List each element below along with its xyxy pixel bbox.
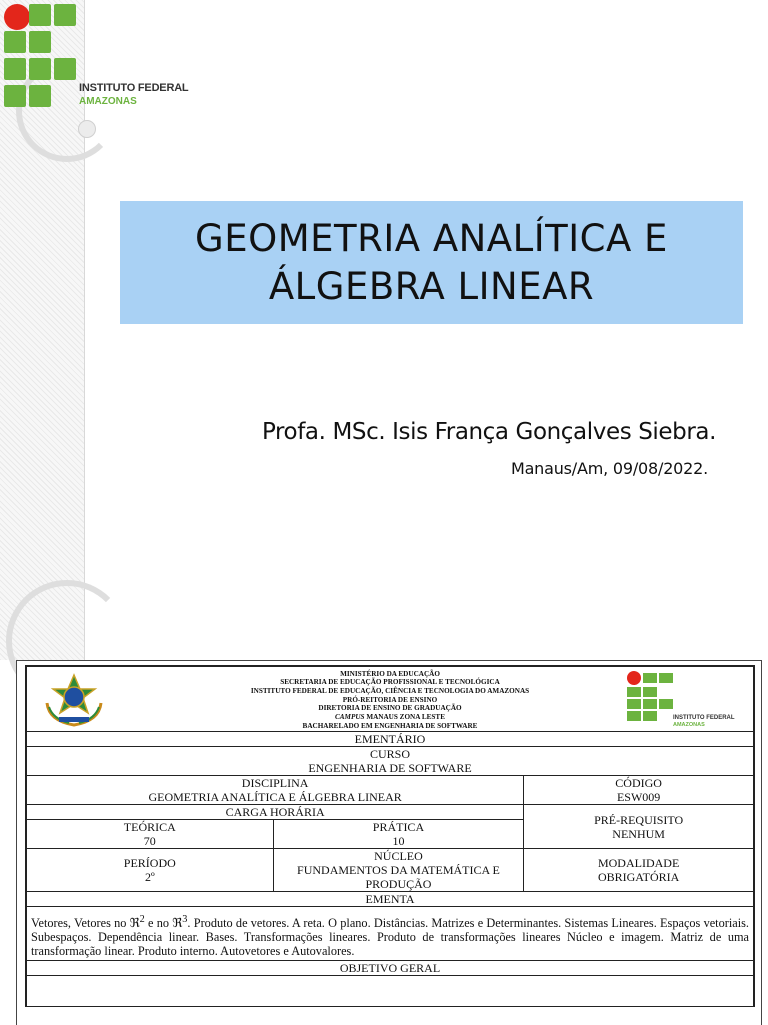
curso-value: ENGENHARIA DE SOFTWARE bbox=[308, 761, 472, 775]
codigo-cell bbox=[524, 776, 754, 805]
teorica-value: 70 bbox=[143, 834, 156, 848]
header-line: MINISTÉRIO DA EDUCAÇÃO bbox=[340, 669, 440, 678]
teorica-label: TEÓRICA bbox=[123, 820, 176, 834]
teorica-cell bbox=[27, 820, 274, 849]
nucleo-cell bbox=[273, 849, 524, 892]
ementario-heading: EMENTÁRIO bbox=[27, 732, 754, 747]
prerequisito-label: PRÉ-REQUISITO bbox=[594, 812, 684, 827]
header-line-campus: CAMPUS MANAUS ZONA LESTE bbox=[334, 713, 446, 722]
header-line: SECRETARIA DE EDUCAÇÃO PROFISSIONAL E TECNOLÓGICA bbox=[280, 678, 500, 687]
institution-logo bbox=[2, 2, 82, 110]
logo-text-institution: INSTITUTO FEDERAL bbox=[79, 82, 189, 94]
periodo-cell bbox=[27, 849, 274, 892]
pratica-cell bbox=[273, 820, 524, 849]
syllabus-document bbox=[16, 660, 762, 1025]
document-header bbox=[27, 667, 754, 732]
nucleo-label: NÚCLEO bbox=[374, 849, 423, 863]
logo-text-state: AMAZONAS bbox=[79, 96, 137, 107]
modalidade-value: OBRIGATÓRIA bbox=[597, 870, 680, 884]
curso-cell bbox=[27, 747, 754, 776]
header-line: PRÓ-REITORIA DE ENSINO bbox=[342, 695, 438, 704]
syllabus-table bbox=[26, 666, 754, 1007]
objetivo-geral-body bbox=[27, 976, 754, 1007]
periodo-label: PERÍODO bbox=[123, 856, 176, 870]
pratica-value: 10 bbox=[392, 834, 405, 848]
header-line: INSTITUTO FEDERAL DE EDUCAÇÃO, CIÊNCIA E TECNOLOGIA DO AMAZONAS bbox=[250, 686, 530, 695]
header-line: BACHARELADO EM ENGENHARIA DE SOFTWARE bbox=[302, 721, 478, 730]
decorative-dot bbox=[78, 120, 96, 138]
header-line: DIRETORIA DE ENSINO DE GRADUAÇÃO bbox=[318, 704, 462, 713]
disciplina-label: DISCIPLINA bbox=[241, 776, 309, 790]
logo-red-circle bbox=[4, 4, 30, 30]
nucleo-value: FUNDAMENTOS DA MATEMÁTICA E PRODUÇÃO bbox=[297, 863, 500, 891]
mini-logo-text: INSTITUTO FEDERAL bbox=[673, 715, 735, 721]
codigo-label: CÓDIGO bbox=[615, 776, 662, 790]
ementa-body: Vetores, Vetores no ℜ$^2$ e no ℜ$^3$. Produto de vetores. A reta. O plano. Distâncias. Matrizes e Determinantes. Sistemas Lineares. Espaços vetoriais. Subespaços. Dependência linear. Bases. Transformações lineares. Produto de transformações lineares Núcleo e imagem. Matriz de uma transformação linear. Produto interno. Autovetores e Autovalores. bbox=[27, 907, 754, 961]
slide-title-line2: ÁLGEBRA LINEAR bbox=[268, 264, 595, 308]
ementa-heading: EMENTA bbox=[27, 892, 754, 907]
codigo-value: ESW009 bbox=[616, 790, 661, 804]
pratica-label: PRÁTICA bbox=[372, 820, 425, 834]
author-name: Profa. MSc. Isis França Gonçalves Siebra. bbox=[261, 419, 716, 445]
slide-title-line1: GEOMETRIA ANALÍTICA E bbox=[195, 216, 668, 260]
prerequisito-value: NENHUM bbox=[612, 826, 665, 841]
slide-title-box bbox=[120, 201, 743, 324]
slide-title bbox=[195, 215, 668, 311]
carga-horaria-heading: CARGA HORÁRIA bbox=[27, 805, 524, 820]
periodo-value: 2º bbox=[144, 870, 155, 884]
brazil-coat-of-arms-icon bbox=[39, 673, 109, 729]
place-and-date: Manaus/Am, 09/08/2022. bbox=[510, 459, 708, 478]
disciplina-value: GEOMETRIA ANALÍTICA E ÁLGEBRA LINEAR bbox=[148, 790, 402, 804]
objetivo-geral-heading: OBJETIVO GERAL bbox=[27, 961, 754, 976]
modalidade-cell bbox=[524, 849, 754, 892]
prerequisito-cell bbox=[524, 805, 754, 849]
mini-logo-subtext: AMAZONAS bbox=[673, 722, 705, 728]
curso-label: CURSO bbox=[369, 747, 410, 761]
disciplina-cell bbox=[27, 776, 524, 805]
modalidade-label: MODALIDADE bbox=[597, 856, 680, 870]
